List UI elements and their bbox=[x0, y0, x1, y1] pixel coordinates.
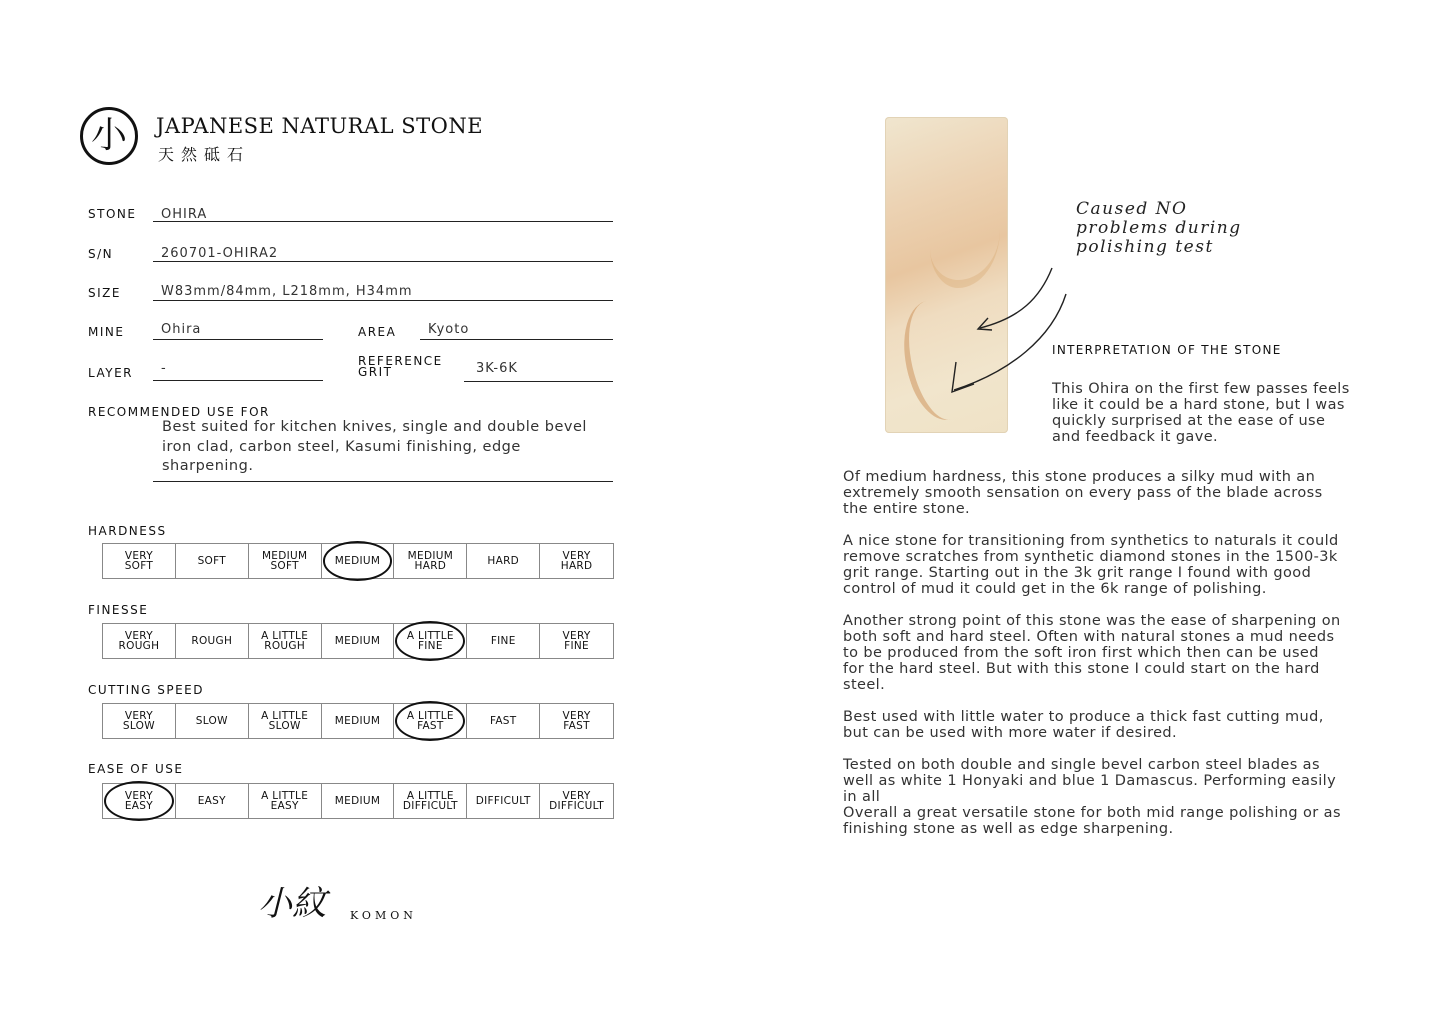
scale-option: DIFFICULT bbox=[467, 784, 540, 818]
finesse-title: FINESSE bbox=[88, 603, 149, 617]
scale-option: VERY FAST bbox=[562, 710, 591, 732]
handwritten-note bbox=[1076, 200, 1242, 257]
area-underline bbox=[420, 339, 613, 340]
hardness-title: HARDNESS bbox=[88, 524, 167, 538]
scale-option: VERY ROUGH bbox=[103, 624, 176, 658]
scale-option: FAST bbox=[467, 704, 540, 738]
note-line: polishing test bbox=[1076, 237, 1214, 257]
finesse-scale bbox=[102, 623, 614, 659]
sn-label: S/N bbox=[88, 247, 114, 261]
size-value: W83mm/84mm, L218mm, H34mm bbox=[161, 284, 413, 299]
sn-value: 260701-OHIRA2 bbox=[161, 246, 279, 261]
cutting-speed-title: CUTTING SPEED bbox=[88, 683, 204, 697]
sn-underline bbox=[153, 261, 613, 262]
scale-option: MEDIUM bbox=[322, 624, 395, 658]
mine-underline bbox=[153, 339, 323, 340]
recommended-label: RECOMMENDED USE FOR bbox=[88, 405, 270, 419]
interpretation-title: INTERPRETATION OF THE STONE bbox=[1052, 343, 1282, 357]
stone-underline bbox=[153, 221, 613, 222]
scale-option: SLOW bbox=[176, 704, 249, 738]
stone-label: STONE bbox=[88, 207, 137, 221]
scale-option: MEDIUM bbox=[322, 704, 395, 738]
ease-of-use-title: EASE OF USE bbox=[88, 762, 184, 776]
scale-option: A LITTLE ROUGH bbox=[249, 624, 322, 658]
scale-option: VERY SLOW bbox=[103, 704, 176, 738]
stone-value: OHIRA bbox=[161, 207, 208, 222]
scale-option: A LITTLE DIFFICULT bbox=[394, 784, 467, 818]
brand-logo-glyph: 小 bbox=[90, 115, 127, 156]
arrow-line bbox=[954, 294, 1066, 390]
note-line: Caused NO bbox=[1076, 199, 1188, 219]
note-line: problems during bbox=[1076, 218, 1242, 238]
komon-logo-jp: 小紋 bbox=[258, 884, 326, 924]
reference-grit-value: 3K-6K bbox=[476, 361, 518, 376]
recommended-underline bbox=[153, 481, 613, 482]
scale-option: SOFT bbox=[176, 544, 249, 578]
scale-option: A LITTLE EASY bbox=[249, 784, 322, 818]
layer-label: LAYER bbox=[88, 366, 133, 380]
hardness-scale bbox=[102, 543, 614, 579]
scale-option: VERY FINE bbox=[562, 630, 591, 652]
arrow-head bbox=[952, 362, 974, 392]
interpretation-paragraph: Another strong point of this stone was the ease of sharpening on both soft and hard steel. Often with natural stones a mud needs to be produced from the soft iron first which then can be used for the hard steel. But with this stone I could start on the hard steel. bbox=[843, 613, 1341, 693]
komon-logo-en: KOMON bbox=[350, 909, 417, 922]
scale-option: MEDIUM SOFT bbox=[249, 544, 322, 578]
mine-label: MINE bbox=[88, 325, 125, 339]
scale-option: VERY DIFFICULT bbox=[549, 790, 605, 812]
scale-option: FINE bbox=[467, 624, 540, 658]
scale-option-selected: A LITTLE FINE bbox=[394, 624, 467, 658]
arrow-line bbox=[980, 268, 1052, 328]
interpretation-paragraph: Tested on both double and single bevel carbon steel blades as well as white 1 Honyaki and blue 1 Damascus. Performing easily in all Overall a great versatile stone for both mid range polishing or as finishing stone as well as edge sharpening. bbox=[843, 757, 1341, 837]
area-label: AREA bbox=[358, 325, 397, 339]
mine-value: Ohira bbox=[161, 322, 202, 337]
scale-option: HARD bbox=[467, 544, 540, 578]
recommended-text: Best suited for kitchen knives, single and double bevel iron clad, carbon steel, Kasumi finishing, edge sharpening. bbox=[162, 419, 587, 474]
area-value: Kyoto bbox=[428, 322, 470, 337]
ease-of-use-scale bbox=[102, 783, 614, 819]
interpretation-body bbox=[843, 469, 1343, 853]
scale-option-selected: A LITTLE FAST bbox=[394, 704, 467, 738]
scale-option: ROUGH bbox=[176, 624, 249, 658]
size-underline bbox=[153, 300, 613, 301]
layer-value: - bbox=[161, 361, 167, 376]
reference-grit-underline bbox=[464, 381, 613, 382]
page-title: JAPANESE NATURAL STONE bbox=[156, 114, 484, 138]
scale-option: VERY HARD bbox=[560, 550, 593, 572]
interpretation-lead: This Ohira on the first few passes feels like it could be a hard stone, but I was quickly surprised at the ease of use and feedback it gave. bbox=[1052, 381, 1350, 445]
scale-option: MEDIUM bbox=[322, 784, 395, 818]
scale-option: MEDIUM HARD bbox=[394, 544, 467, 578]
reference-grit-label: REFERENCE GRIT bbox=[358, 354, 443, 379]
interpretation-paragraph: Of medium hardness, this stone produces a silky mud with an extremely smooth sensation on every pass of the blade across the entire stone. bbox=[843, 469, 1323, 517]
page-subtitle: 天然砥石 bbox=[158, 145, 251, 164]
cutting-speed-scale bbox=[102, 703, 614, 739]
size-label: SIZE bbox=[88, 286, 121, 300]
scale-option-selected: VERY EASY bbox=[103, 784, 176, 818]
interpretation-paragraph: A nice stone for transitioning from synthetics to naturals it could remove scratches from synthetic diamond stones in the 1500-3k grit range. Starting out in the 3k grit range I found with good control of mud it could get in the 6k range of polishing. bbox=[843, 533, 1339, 597]
layer-underline bbox=[153, 380, 323, 381]
scale-option: A LITTLE SLOW bbox=[249, 704, 322, 738]
scale-option-selected: MEDIUM bbox=[322, 544, 395, 578]
scale-option: VERY SOFT bbox=[103, 544, 176, 578]
scale-option: EASY bbox=[176, 784, 249, 818]
interpretation-paragraph: Best used with little water to produce a thick fast cutting mud, but can be used with more water if desired. bbox=[843, 709, 1324, 741]
